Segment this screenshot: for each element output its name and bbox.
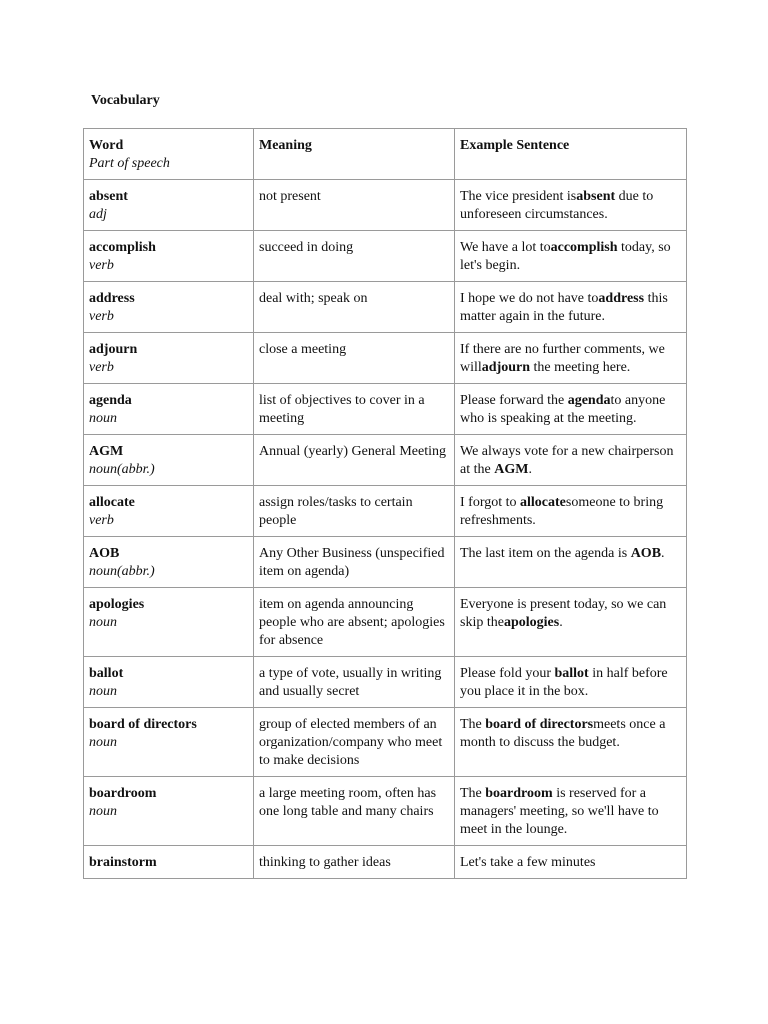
meaning-cell (254, 777, 455, 846)
word: apologies (89, 597, 145, 612)
example-keyword: absent (576, 189, 616, 204)
vocabulary-table-body (84, 129, 687, 879)
meaning-cell (254, 657, 455, 708)
part-of-speech: verb (89, 360, 114, 375)
header-word-cell (84, 129, 254, 180)
meaning-cell (254, 180, 455, 231)
example-keyword: allocate (520, 495, 566, 510)
part-of-speech: noun (89, 735, 117, 750)
example-text: I forgot to (460, 495, 521, 510)
meaning: Any Other Business (unspecified item on agenda) (259, 546, 445, 579)
word-cell (84, 486, 254, 537)
example-keyword: agenda (567, 393, 611, 408)
word-cell (84, 846, 254, 879)
meaning: a large meeting room, often has one long table and many chairs (259, 786, 437, 819)
example-text: I hope we do not have to (460, 291, 599, 306)
example-text: . (661, 546, 665, 561)
meaning-cell (254, 708, 455, 777)
table-row (84, 180, 687, 231)
header-meaning: Meaning (259, 138, 312, 153)
example-cell (455, 777, 687, 846)
example-keyword: address (598, 291, 645, 306)
meaning-cell (254, 333, 455, 384)
example-cell (455, 384, 687, 435)
word: absent (89, 189, 128, 204)
example-cell (455, 282, 687, 333)
word-cell (84, 282, 254, 333)
example-text: Please fold your (460, 666, 555, 681)
word: accomplish (89, 240, 156, 255)
table-row (84, 708, 687, 777)
example-cell (455, 333, 687, 384)
example-text: If there are no further comments, we will (460, 342, 665, 375)
word-cell (84, 384, 254, 435)
word: brainstorm (89, 855, 157, 870)
meaning-cell (254, 231, 455, 282)
word: ballot (89, 666, 124, 681)
vocabulary-table (83, 128, 687, 879)
meaning: assign roles/tasks to certain people (259, 495, 413, 528)
example-text: We always vote for a new chairperson at the (460, 444, 674, 477)
part-of-speech: noun (89, 804, 117, 819)
example-cell (455, 588, 687, 657)
word-cell (84, 777, 254, 846)
meaning: a type of vote, usually in writing and usually secret (259, 666, 442, 699)
word-cell (84, 588, 254, 657)
example-text: The (460, 717, 486, 732)
table-header-row (84, 129, 687, 180)
part-of-speech: noun (89, 684, 117, 699)
word: boardroom (89, 786, 157, 801)
example-text: the meeting here. (530, 360, 631, 375)
meaning-cell (254, 282, 455, 333)
header-meaning-cell (254, 129, 455, 180)
meaning-cell (254, 435, 455, 486)
example-text: due to unforeseen circumstances. (460, 189, 654, 222)
word: adjourn (89, 342, 138, 357)
example-cell (455, 657, 687, 708)
example-text: meets once a month to discuss the budget. (460, 717, 666, 750)
table-row (84, 435, 687, 486)
table-row (84, 231, 687, 282)
example-text: . (528, 462, 532, 477)
meaning: Annual (yearly) General Meeting (259, 444, 446, 459)
example-keyword: adjourn (481, 360, 531, 375)
word: AOB (89, 546, 120, 561)
example-keyword: ballot (554, 666, 589, 681)
meaning: deal with; speak on (259, 291, 368, 306)
word-cell (84, 708, 254, 777)
example-keyword: AOB (630, 546, 662, 561)
example-text: Please forward the (460, 393, 568, 408)
header-part-of-speech: Part of speech (89, 156, 170, 171)
word: agenda (89, 393, 132, 408)
example-text: The last item on the agenda is (460, 546, 631, 561)
table-row (84, 588, 687, 657)
example-text: to anyone who is speaking at the meeting. (460, 393, 666, 426)
meaning-cell (254, 384, 455, 435)
word-cell (84, 231, 254, 282)
example-text: this matter again in the future. (460, 291, 668, 324)
part-of-speech: adj (89, 207, 107, 222)
table-row (84, 333, 687, 384)
word-cell (84, 435, 254, 486)
part-of-speech: verb (89, 258, 114, 273)
part-of-speech: noun (89, 411, 117, 426)
header-word: Word (89, 138, 124, 153)
header-example: Example Sentence (460, 138, 570, 153)
table-row (84, 282, 687, 333)
word: address (89, 291, 135, 306)
example-cell (455, 708, 687, 777)
example-cell (455, 435, 687, 486)
example-text: Let's take a few minutes (460, 855, 596, 870)
part-of-speech: noun (89, 615, 117, 630)
example-text: is reserved for a managers' meeting, so we'll have to meet in the lounge. (460, 786, 659, 837)
part-of-speech: verb (89, 309, 114, 324)
example-text: The (460, 786, 486, 801)
meaning-cell (254, 846, 455, 879)
word-cell (84, 333, 254, 384)
meaning-cell (254, 588, 455, 657)
part-of-speech: noun(abbr.) (89, 462, 155, 477)
meaning-cell (254, 537, 455, 588)
table-row (84, 777, 687, 846)
example-cell (455, 537, 687, 588)
example-keyword: apologies (503, 615, 560, 630)
example-keyword: boardroom (485, 786, 553, 801)
meaning-cell (254, 486, 455, 537)
word: AGM (89, 444, 124, 459)
meaning: list of objectives to cover in a meeting (259, 393, 425, 426)
table-row (84, 486, 687, 537)
example-text: Everyone is present today, so we can skip the (460, 597, 667, 630)
table-row (84, 537, 687, 588)
table-row (84, 657, 687, 708)
table-row (84, 384, 687, 435)
example-text: We have a lot to (460, 240, 551, 255)
example-cell (455, 231, 687, 282)
example-text: in half before you place it in the box. (460, 666, 668, 699)
meaning: not present (259, 189, 321, 204)
word: board of directors (89, 717, 197, 732)
page-title: Vocabulary (91, 93, 160, 108)
example-text: . (559, 615, 563, 630)
header-example-cell (455, 129, 687, 180)
example-keyword: AGM (494, 462, 529, 477)
word-cell (84, 180, 254, 231)
table-row (84, 846, 687, 879)
example-text: The vice president is (460, 189, 577, 204)
example-text: today, so let's begin. (460, 240, 671, 273)
example-keyword: accomplish (550, 240, 618, 255)
word-cell (84, 657, 254, 708)
word-cell (84, 537, 254, 588)
part-of-speech: noun(abbr.) (89, 564, 155, 579)
example-cell (455, 180, 687, 231)
meaning: succeed in doing (259, 240, 354, 255)
meaning: item on agenda announcing people who are absent; apologies for absence (259, 597, 445, 648)
meaning: group of elected members of an organization/company who meet to make decisions (259, 717, 443, 768)
meaning: thinking to gather ideas (259, 855, 391, 870)
word: allocate (89, 495, 135, 510)
meaning: close a meeting (259, 342, 347, 357)
example-cell (455, 486, 687, 537)
example-cell (455, 846, 687, 879)
part-of-speech: verb (89, 513, 114, 528)
example-keyword: board of directors (485, 717, 594, 732)
example-text: someone to bring refreshments. (460, 495, 664, 528)
